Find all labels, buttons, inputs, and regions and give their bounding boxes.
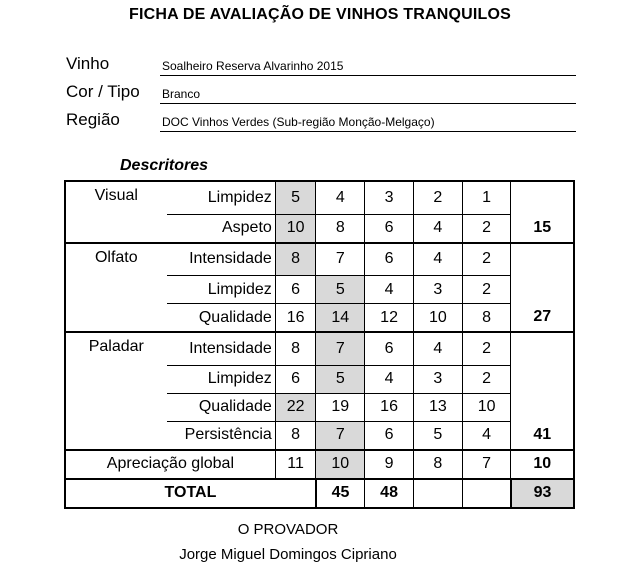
category-cell [65, 276, 167, 304]
score-cell: 7 [316, 421, 365, 450]
subtotal-cell: 27 [511, 304, 574, 333]
descriptor-label: Intensidade [167, 243, 276, 276]
descriptor-label: Qualidade [167, 393, 276, 421]
score-cell: 6 [275, 365, 316, 393]
score-cell: 3 [413, 276, 462, 304]
score-cell: 11 [275, 450, 316, 479]
category-label: Paladar [65, 332, 167, 365]
table-row [65, 479, 574, 508]
total-value: 48 [365, 479, 414, 508]
subtotal-empty-cell [511, 181, 574, 214]
score-cell: 8 [275, 421, 316, 450]
category-label: Olfato [65, 243, 167, 276]
score-cell: 19 [316, 393, 365, 421]
table-row [65, 214, 574, 243]
score-cell: 6 [365, 332, 414, 365]
category-cell [65, 304, 167, 333]
descriptor-label: Limpidez [167, 181, 276, 214]
score-cell: 2 [462, 332, 511, 365]
subtotal-empty-cell [511, 393, 574, 421]
global-label: Apreciação global [65, 450, 275, 479]
score-cell: 6 [365, 243, 414, 276]
score-cell: 8 [275, 332, 316, 365]
cor-tipo-label: Cor / Tipo [66, 82, 140, 101]
provador-heading: O PROVADOR [237, 521, 339, 538]
descriptor-label: Aspeto [167, 214, 276, 243]
score-cell: 2 [462, 276, 511, 304]
page-title: FICHA DE AVALIAÇÃO DE VINHOS TRANQUILOS [128, 6, 512, 23]
total-label: TOTAL [65, 479, 316, 508]
score-cell: 8 [275, 243, 316, 276]
score-cell: 6 [275, 276, 316, 304]
score-cell: 8 [316, 214, 365, 243]
subtotal-cell: 15 [511, 214, 574, 243]
table-row [65, 181, 574, 214]
score-cell: 10 [413, 304, 462, 333]
table-row [65, 365, 574, 393]
score-cell: 8 [413, 450, 462, 479]
score-cell: 3 [365, 181, 414, 214]
score-cell: 12 [365, 304, 414, 333]
total-empty-cell [462, 479, 511, 508]
score-cell: 4 [413, 332, 462, 365]
score-cell: 1 [462, 181, 511, 214]
category-cell [65, 421, 167, 450]
evaluation-table [64, 180, 575, 509]
category-cell [65, 365, 167, 393]
table-row [65, 243, 574, 276]
score-cell: 8 [462, 304, 511, 333]
table-row [65, 304, 574, 333]
grand-total: 93 [511, 479, 574, 508]
vinho-label: Vinho [66, 54, 110, 73]
subtotal-cell: 41 [511, 421, 574, 450]
score-cell: 9 [365, 450, 414, 479]
score-cell: 7 [462, 450, 511, 479]
score-cell: 4 [413, 243, 462, 276]
subtotal-empty-cell [511, 332, 574, 365]
score-cell: 2 [462, 365, 511, 393]
score-cell: 16 [365, 393, 414, 421]
score-cell: 10 [316, 450, 365, 479]
category-cell [65, 214, 167, 243]
score-cell: 4 [365, 276, 414, 304]
info-row-vinho [66, 52, 576, 76]
score-cell: 4 [316, 181, 365, 214]
descriptor-label: Limpidez [167, 276, 276, 304]
info-row-cor-tipo [66, 80, 576, 104]
subtotal-empty-cell [511, 365, 574, 393]
score-cell: 14 [316, 304, 365, 333]
table-row [65, 276, 574, 304]
table-row [65, 450, 574, 479]
category-label: Visual [65, 181, 167, 214]
score-cell: 3 [413, 365, 462, 393]
regiao-label: Região [66, 110, 120, 129]
score-cell: 7 [316, 332, 365, 365]
score-cell: 6 [365, 421, 414, 450]
score-cell: 13 [413, 393, 462, 421]
score-cell: 10 [275, 214, 316, 243]
score-cell: 4 [413, 214, 462, 243]
subtotal-empty-cell [511, 276, 574, 304]
total-value: 45 [316, 479, 365, 508]
score-cell: 22 [275, 393, 316, 421]
score-cell: 2 [413, 181, 462, 214]
table-row [65, 332, 574, 365]
score-cell: 2 [462, 214, 511, 243]
subtotal-empty-cell [511, 243, 574, 276]
score-cell: 6 [365, 214, 414, 243]
score-cell: 5 [413, 421, 462, 450]
category-cell [65, 393, 167, 421]
score-cell: 4 [462, 421, 511, 450]
descritores-heading: Descritores [120, 157, 209, 174]
score-cell: 2 [462, 243, 511, 276]
table-row [65, 421, 574, 450]
descriptor-label: Qualidade [167, 304, 276, 333]
total-empty-cell [413, 479, 462, 508]
score-cell: 16 [275, 304, 316, 333]
descriptor-label: Limpidez [167, 365, 276, 393]
provador-name: Jorge Miguel Domingos Cipriano [179, 546, 397, 563]
score-cell: 5 [316, 276, 365, 304]
score-cell: 4 [365, 365, 414, 393]
subtotal-cell: 10 [511, 450, 574, 479]
score-cell: 5 [316, 365, 365, 393]
table-row [65, 393, 574, 421]
descriptor-label: Persistência [167, 421, 276, 450]
score-cell: 7 [316, 243, 365, 276]
info-row-regiao [66, 108, 576, 132]
score-cell: 5 [275, 181, 316, 214]
score-cell: 10 [462, 393, 511, 421]
regiao-value: DOC Vinhos Verdes (Sub-região Monção-Melgaço) [160, 113, 576, 132]
vinho-value: Soalheiro Reserva Alvarinho 2015 [160, 57, 576, 76]
descriptor-label: Intensidade [167, 332, 276, 365]
cor-tipo-value: Branco [160, 85, 576, 104]
